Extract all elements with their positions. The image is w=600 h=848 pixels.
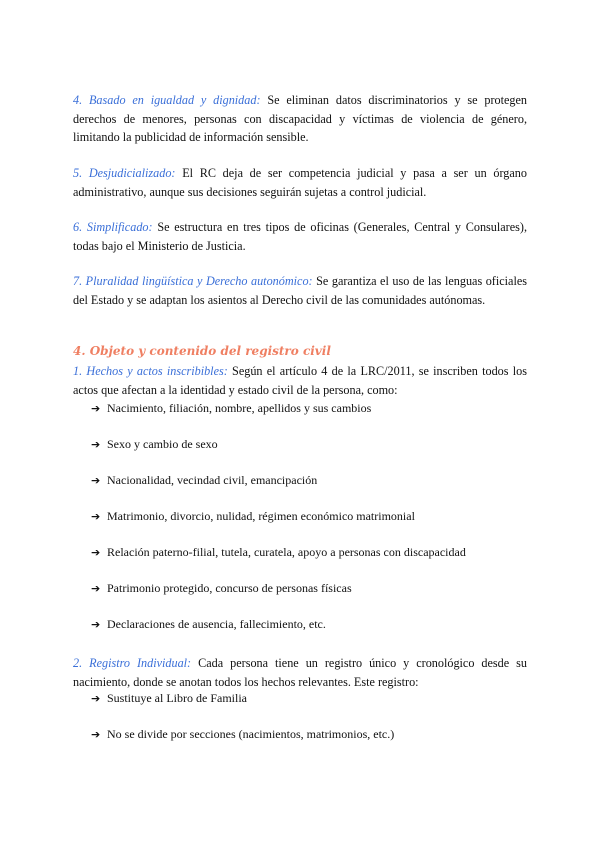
item-text: Cada persona tiene un registro único y cronológico desde su nacimiento, donde se anotan todos los hechos relevantes. Este registro:: [73, 656, 527, 689]
bullet-text: No se divide por secciones (nacimientos, matrimonios, etc.): [107, 727, 395, 741]
principle-lead: 4. Basado en igualdad y dignidad:: [73, 93, 261, 107]
section-heading: 4. Objeto y contenido del registro civil: [73, 344, 331, 358]
bullet-text: Sexo y cambio de sexo: [107, 437, 218, 451]
principle-lead: 6. Simplificado:: [73, 220, 153, 234]
principle-text: Se estructura en tres tipos de oficinas (Generales, Central y Consulares), todas bajo el Ministerio de Justicia.: [73, 220, 527, 253]
principle-item-4: [73, 91, 527, 147]
bullet-item: [91, 400, 371, 417]
arrow-right-icon: ➔: [91, 582, 101, 595]
arrow-right-icon: ➔: [91, 728, 101, 741]
arrow-right-icon: ➔: [91, 510, 101, 523]
item-text: Según el artículo 4 de la LRC/2011, se inscriben todos los actos que afectan a la identidad y estado civil de la persona, como:: [73, 364, 527, 397]
principle-lead: 7. Pluralidad lingüística y Derecho autonómico:: [73, 274, 313, 288]
arrow-right-icon: ➔: [91, 474, 101, 487]
bullet-item: [91, 616, 326, 633]
bullet-item: [91, 472, 317, 489]
bullet-item: [91, 544, 466, 561]
arrow-right-icon: ➔: [91, 402, 101, 415]
bullet-text: Nacionalidad, vecindad civil, emancipación: [107, 473, 318, 487]
item-lead: 2. Registro Individual:: [73, 656, 192, 670]
bullet-text: Sustituye al Libro de Familia: [107, 691, 247, 705]
bullet-item: [91, 726, 394, 743]
principle-item-5: [73, 164, 527, 201]
bullet-item: [91, 580, 352, 597]
bullet-text: Relación paterno-filial, tutela, curatela, apoyo a personas con discapacidad: [107, 545, 466, 559]
item-lead: 1. Hechos y actos inscribibles:: [73, 364, 228, 378]
bullet-item: [91, 436, 218, 453]
bullet-item: [91, 508, 415, 525]
principle-lead: 5. Desjudicializado:: [73, 166, 176, 180]
principle-text: Se garantiza el uso de las lenguas oficiales del Estado y se adaptan los asientos al Derecho civil de las comunidades autónomas.: [73, 274, 527, 307]
principle-item-6: [73, 218, 527, 255]
bullet-text: Patrimonio protegido, concurso de personas físicas: [107, 581, 352, 595]
arrow-right-icon: ➔: [91, 618, 101, 631]
arrow-right-icon: ➔: [91, 546, 101, 559]
arrow-right-icon: ➔: [91, 438, 101, 451]
section-item-2: [73, 654, 527, 691]
principle-text: Se eliminan datos discriminatorios y se protegen derechos de menores, personas con discapacidad y víctimas de violencia de género, limitando la publicidad de información sensible.: [73, 93, 527, 144]
section-item-1: [73, 362, 527, 399]
arrow-right-icon: ➔: [91, 692, 101, 705]
bullet-text: Declaraciones de ausencia, fallecimiento, etc.: [107, 617, 326, 631]
principle-item-7: [73, 272, 527, 309]
bullet-text: Matrimonio, divorcio, nulidad, régimen económico matrimonial: [107, 509, 415, 523]
bullet-item: [91, 690, 247, 707]
bullet-text: Nacimiento, filiación, nombre, apellidos y sus cambios: [107, 401, 372, 415]
principle-text: El RC deja de ser competencia judicial y pasa a ser un órgano administrativo, aunque sus decisiones seguirán sujetas a control judicial.: [73, 166, 527, 199]
